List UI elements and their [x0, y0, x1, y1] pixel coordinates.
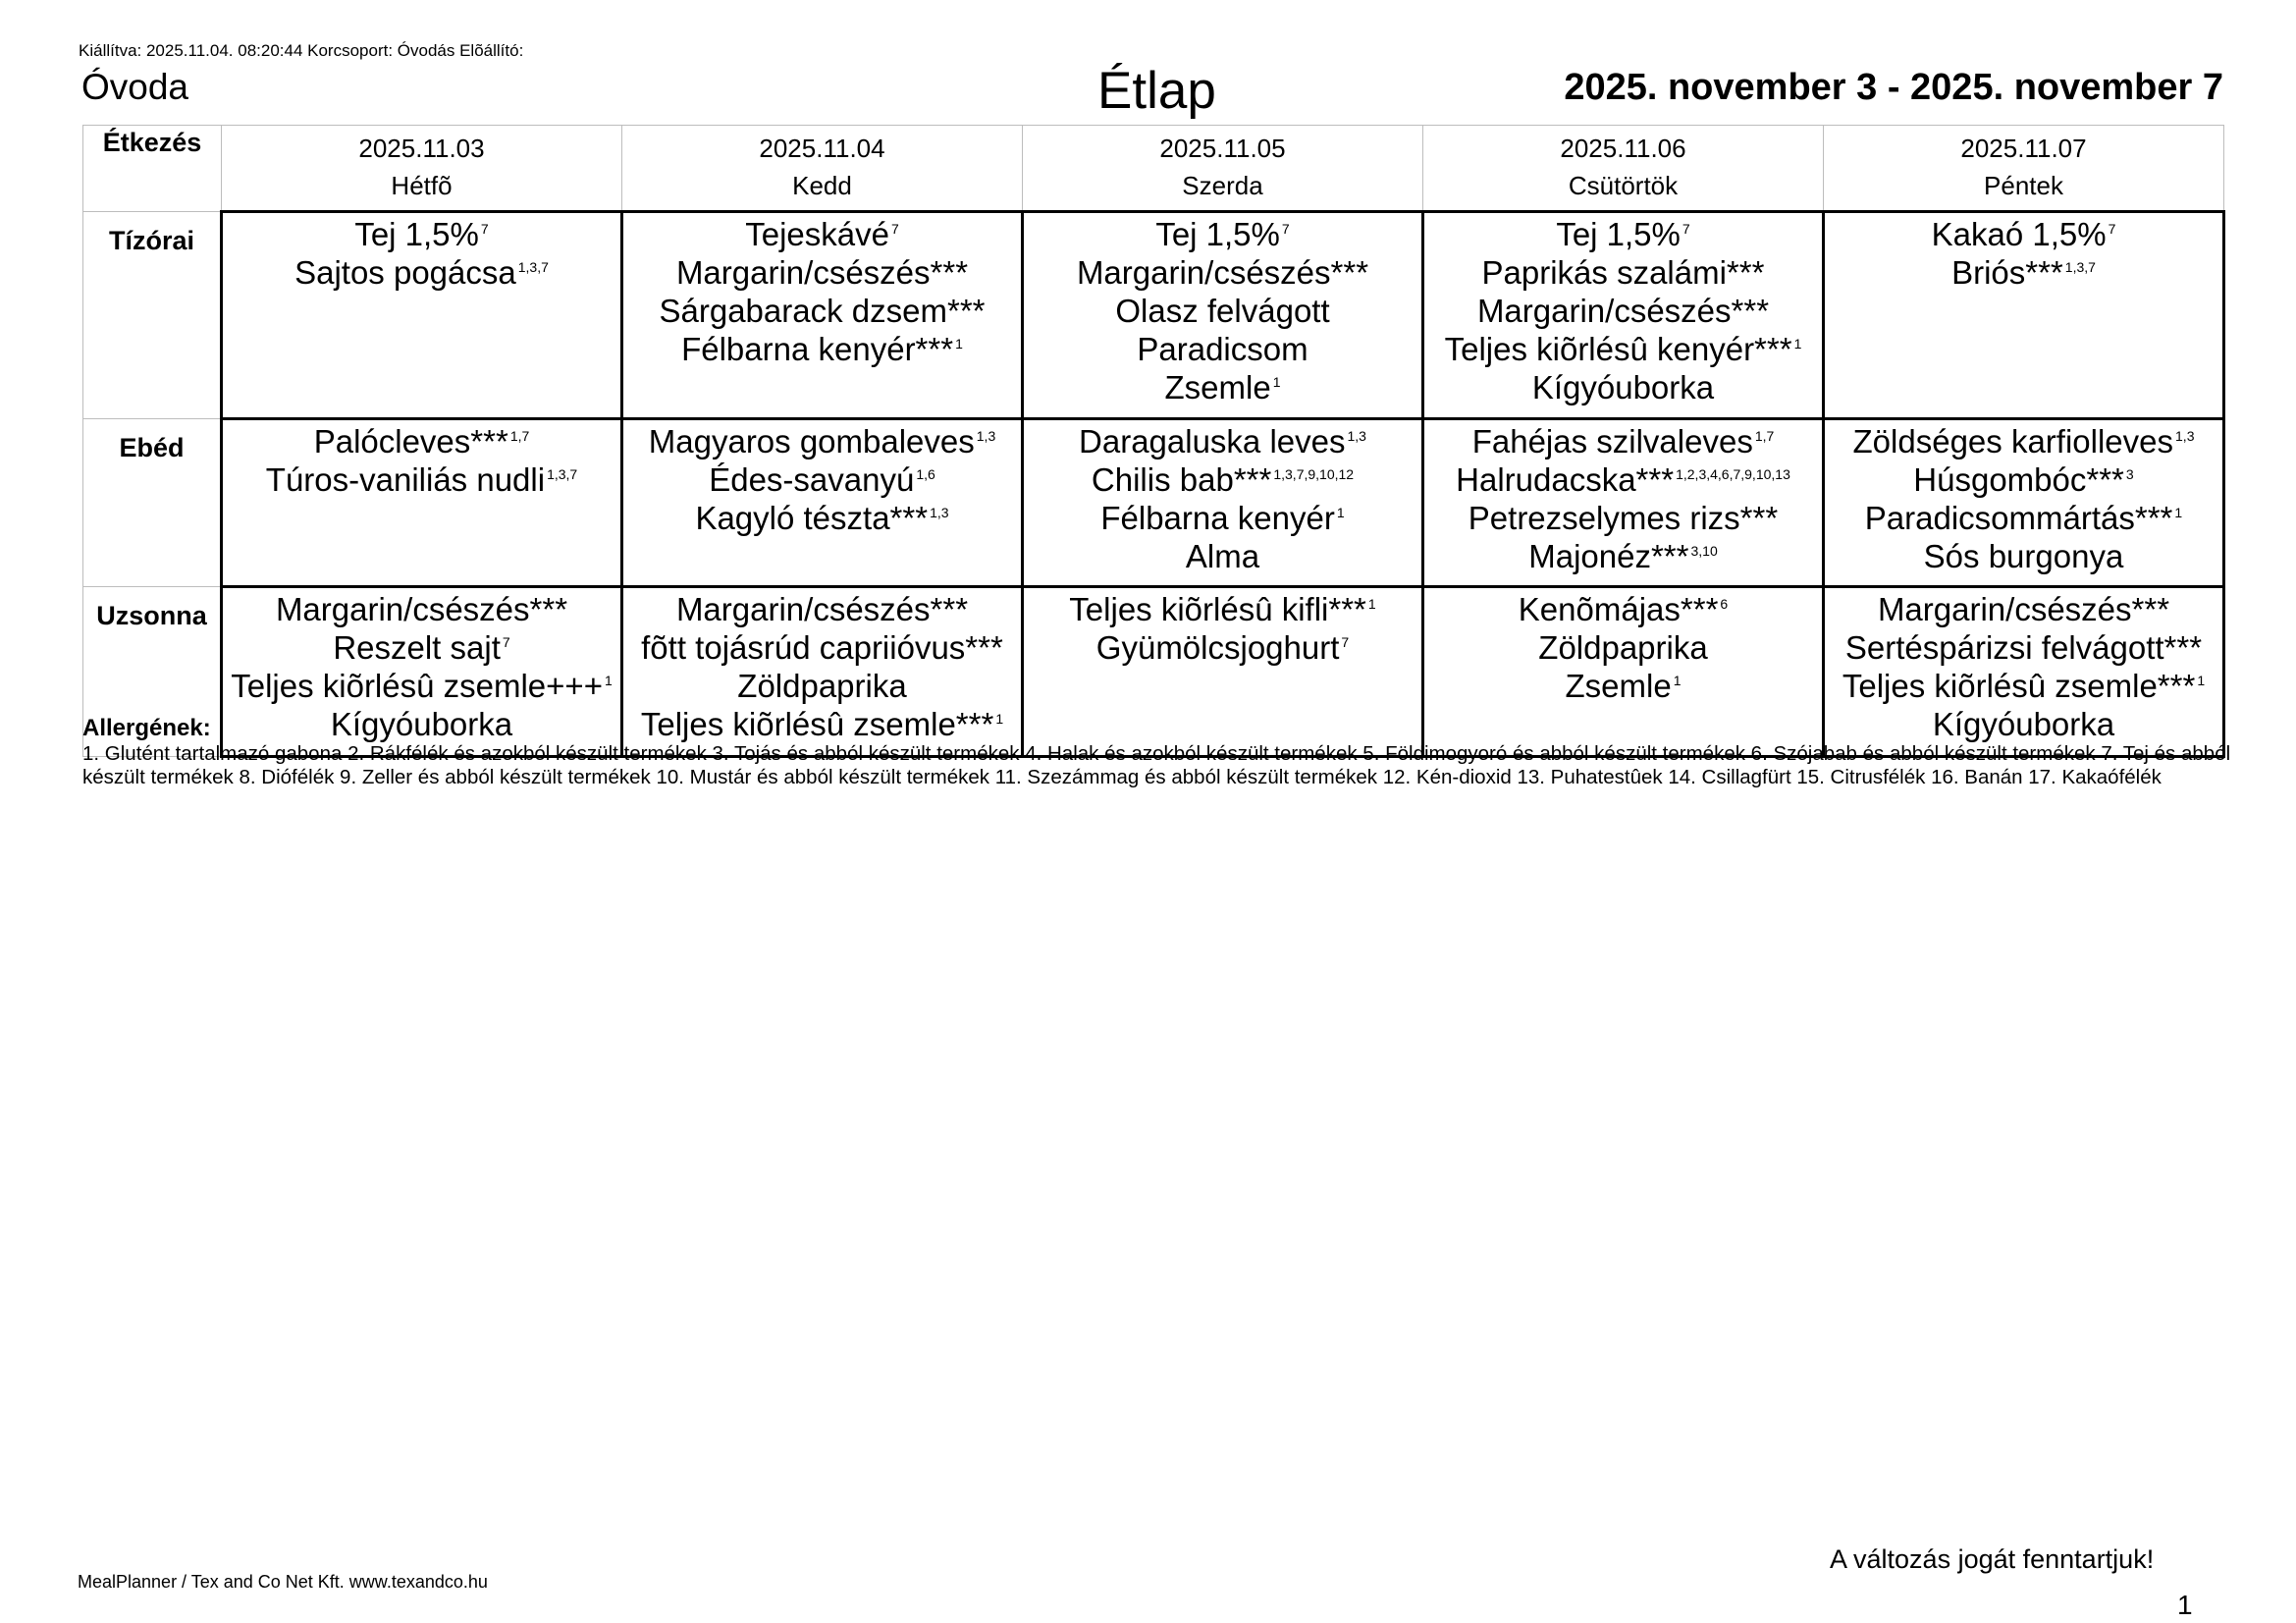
- dish-item: [1829, 460, 2218, 499]
- meal-name: Tízórai: [83, 212, 222, 419]
- dish-item: [1428, 368, 1818, 406]
- dish-name: Daragaluska leves: [1079, 423, 1346, 460]
- allergen-codes: 1,7: [1754, 428, 1775, 444]
- allergen-codes: 1: [2174, 505, 2183, 520]
- meal-row-tizorai: [83, 212, 2224, 419]
- day-date: 2025.11.03: [358, 134, 485, 163]
- dish-item: [1829, 537, 2218, 575]
- allergen-codes: 1,3: [930, 505, 949, 520]
- dish-item: [627, 667, 1017, 705]
- menu-cell: [222, 212, 622, 419]
- dish-name: Gyümölcsjoghurt: [1095, 629, 1340, 666]
- meal-name: Ebéd: [83, 419, 222, 587]
- day-name: Csütörtök: [1568, 171, 1679, 200]
- dish-name: Reszelt sajt: [333, 629, 501, 666]
- allergen-codes: 7: [480, 221, 489, 237]
- allergen-codes: 3,10: [1690, 543, 1718, 559]
- allergen-title: Allergének:: [82, 715, 211, 741]
- dish-name: Margarin/csészés***: [275, 591, 568, 627]
- menu-cell: [1824, 212, 2224, 419]
- dish-item: [1028, 330, 1417, 368]
- menu-cell: [1023, 212, 1423, 419]
- day-header: [1023, 126, 1423, 212]
- allergen-codes: 1,3,7: [517, 259, 549, 275]
- day-header: [622, 126, 1023, 212]
- allergen-legend: [82, 715, 2281, 789]
- dish-name: Kenõmájas***: [1518, 591, 1719, 627]
- dish-item: [1428, 253, 1818, 292]
- dish-item: [1428, 667, 1818, 705]
- dish-name: Olasz felvágott: [1115, 293, 1330, 329]
- dish-name: Félbarna kenyér: [1100, 500, 1335, 536]
- menu-cell: [1423, 419, 1824, 587]
- dish-item: [1428, 590, 1818, 628]
- allergen-codes: 1,6: [916, 466, 935, 482]
- allergen-codes: 6: [1720, 596, 1729, 612]
- dish-item: [1829, 628, 2218, 667]
- dish-name: Paprikás szalámi***: [1481, 254, 1765, 291]
- dish-name: Zsemle: [1164, 369, 1271, 406]
- allergen-codes: 1: [955, 336, 963, 352]
- dish-name: Sertéspárizsi felvágott***: [1844, 629, 2203, 666]
- dish-name: Kakaó 1,5%: [1931, 216, 2107, 252]
- dish-item: [627, 292, 1017, 330]
- dish-item: [627, 460, 1017, 499]
- dish-item: [227, 667, 616, 705]
- dish-item: [227, 215, 616, 253]
- dish-name: Zöldpaprika: [737, 668, 907, 704]
- page-number: 1: [2177, 1590, 2193, 1620]
- allergen-codes: 1,7: [509, 428, 530, 444]
- menu-cell: [1023, 419, 1423, 587]
- dish-item: [227, 460, 616, 499]
- issue-info: Kiállítva: 2025.11.04. 08:20:44 Korcsoport: Óvodás Elõállító:: [79, 41, 524, 60]
- dish-name: Zöldpaprika: [1538, 629, 1708, 666]
- dish-item: [1028, 422, 1417, 460]
- allergen-codes: 1: [1673, 673, 1682, 688]
- dish-name: Majonéz***: [1528, 538, 1689, 574]
- dish-name: Teljes kiõrlésû zsemle***: [1842, 668, 2196, 704]
- dish-item: [1829, 667, 2218, 705]
- allergen-codes: 1,3: [976, 428, 996, 444]
- dish-name: Teljes kiõrlésû kenyér***: [1444, 331, 1792, 367]
- day-date: 2025.11.06: [1560, 134, 1686, 163]
- dish-item: [1829, 422, 2218, 460]
- allergen-codes: 1: [1367, 596, 1376, 612]
- dish-item: [627, 330, 1017, 368]
- dish-name: Zsemle: [1565, 668, 1672, 704]
- dish-name: Félbarna kenyér***: [681, 331, 954, 367]
- allergen-codes: 1: [995, 711, 1004, 727]
- menu-cell: [222, 419, 622, 587]
- dish-item: [1028, 590, 1417, 628]
- day-name: Péntek: [1984, 171, 2063, 200]
- allergen-codes: 3: [2125, 466, 2134, 482]
- dish-item: [1028, 292, 1417, 330]
- dish-name: Teljes kiõrlésû zsemle***: [640, 706, 994, 742]
- dish-item: [1428, 330, 1818, 368]
- dish-name: Sárgabarack dzsem***: [659, 293, 986, 329]
- dish-name: Zöldséges karfiolleves: [1852, 423, 2174, 460]
- allergen-codes: 7: [1341, 634, 1350, 650]
- allergen-codes: 7: [2108, 221, 2116, 237]
- dish-name: Túros-vaniliás nudli: [265, 461, 546, 498]
- allergen-codes: 1,3,7: [547, 466, 578, 482]
- dish-item: [1428, 537, 1818, 575]
- day-name: Kedd: [792, 171, 852, 200]
- dish-name: Margarin/csészés***: [1076, 254, 1369, 291]
- dish-name: Fahéjas szilvaleves: [1471, 423, 1753, 460]
- dish-name: Kígyóuborka: [330, 706, 513, 742]
- menu-cell: [622, 419, 1023, 587]
- dish-item: [1028, 368, 1417, 406]
- dish-item: [627, 253, 1017, 292]
- dish-item: [227, 628, 616, 667]
- dish-item: [627, 215, 1017, 253]
- day-date: 2025.11.05: [1159, 134, 1286, 163]
- dish-name: Alma: [1185, 538, 1260, 574]
- day-name: Szerda: [1182, 171, 1263, 200]
- dish-item: [1028, 460, 1417, 499]
- menu-cell: [1824, 419, 2224, 587]
- dish-name: Magyaros gombaleves: [648, 423, 975, 460]
- dish-item: [1028, 628, 1417, 667]
- allergen-codes: 1: [1793, 336, 1802, 352]
- dish-name: Palócleves***: [313, 423, 508, 460]
- dish-item: [227, 253, 616, 292]
- dish-name: Petrezselymes rizs***: [1468, 500, 1779, 536]
- dish-item: [627, 628, 1017, 667]
- dish-name: Teljes kiõrlésû kifli***: [1069, 591, 1366, 627]
- day-header: [222, 126, 622, 212]
- menu-cell: [622, 212, 1023, 419]
- dish-item: [1028, 215, 1417, 253]
- dish-name: fõtt tojásrúd capriióvus***: [641, 629, 1003, 666]
- allergen-codes: 1: [1336, 505, 1345, 520]
- dish-name: Paradicsommártás***: [1864, 500, 2173, 536]
- dish-name: Édes-savanyú: [709, 461, 915, 498]
- dish-name: Kagyló tészta***: [695, 500, 929, 536]
- allergen-codes: 7: [1682, 221, 1690, 237]
- dish-item: [627, 422, 1017, 460]
- dish-item: [1829, 253, 2218, 292]
- dish-item: [1428, 292, 1818, 330]
- dish-item: [1428, 499, 1818, 537]
- dish-name: Teljes kiõrlésû zsemle+++: [231, 668, 603, 704]
- allergen-codes: 1,3,7: [2064, 259, 2096, 275]
- allergen-codes: 1,2,3,4,6,7,9,10,13: [1676, 466, 1790, 482]
- day-date: 2025.11.04: [759, 134, 885, 163]
- dish-name: Chilis bab***: [1091, 461, 1272, 498]
- allergen-codes: 1: [604, 673, 613, 688]
- allergen-codes: 7: [502, 634, 510, 650]
- page-title: Étlap: [1097, 62, 1216, 120]
- dish-item: [1028, 253, 1417, 292]
- meal-row-ebed: [83, 419, 2224, 587]
- dish-item: [1028, 537, 1417, 575]
- dish-item: [627, 590, 1017, 628]
- dish-name: Margarin/csészés***: [1476, 293, 1770, 329]
- dish-item: [1428, 628, 1818, 667]
- dish-name: Margarin/csészés***: [675, 254, 969, 291]
- dish-item: [1428, 422, 1818, 460]
- dish-item: [1829, 499, 2218, 537]
- dish-item: [227, 590, 616, 628]
- dish-name: Tej 1,5%: [354, 216, 479, 252]
- meal-column-header: Étkezés: [83, 126, 222, 212]
- dish-item: [627, 499, 1017, 537]
- meal-name: Uzsonna: [83, 587, 222, 757]
- allergen-codes: 1: [2197, 673, 2206, 688]
- allergen-codes: 1: [1272, 374, 1281, 390]
- table-header-row: [83, 126, 2224, 212]
- menu-cell: [1423, 212, 1824, 419]
- day-header: [1423, 126, 1824, 212]
- allergen-codes: 1,3: [2175, 428, 2195, 444]
- dish-item: [1428, 460, 1818, 499]
- allergen-codes: 1,3,7,9,10,12: [1273, 466, 1355, 482]
- footer-disclaimer: A változás jogát fenntartjuk!: [1830, 1544, 2155, 1574]
- allergen-codes: 1,3: [1347, 428, 1366, 444]
- dish-item: [1028, 499, 1417, 537]
- date-range: 2025. november 3 - 2025. november 7: [1564, 67, 2223, 108]
- dish-name: Kígyóuborka: [1932, 706, 2115, 742]
- dish-item: [1428, 215, 1818, 253]
- dish-name: Tej 1,5%: [1556, 216, 1681, 252]
- dish-name: Briós***: [1951, 254, 2063, 291]
- dish-name: Húsgombóc***: [1913, 461, 2124, 498]
- dish-item: [1829, 215, 2218, 253]
- dish-item: [1829, 590, 2218, 628]
- dish-name: Kígyóuborka: [1531, 369, 1715, 406]
- dish-name: Margarin/csészés***: [1877, 591, 2170, 627]
- menu-table: [82, 125, 2225, 758]
- footer-credit: MealPlanner / Tex and Co Net Kft. www.texandco.hu: [78, 1572, 488, 1592]
- day-name: Hétfõ: [391, 171, 453, 200]
- dish-item: [227, 422, 616, 460]
- day-header: [1824, 126, 2224, 212]
- dish-name: Sajtos pogácsa: [294, 254, 516, 291]
- dish-name: Halrudacska***: [1456, 461, 1675, 498]
- dish-name: Tej 1,5%: [1155, 216, 1280, 252]
- dish-name: Tejeskávé: [745, 216, 889, 252]
- allergen-list: 1. Glutént tartalmazó gabona 2. Rákfélék és azokból készült termékek 3. Tojás és abból készült termékek 4. Halak és azokból készült termékek 5. Földimogyoró és abból készült termékek 6. Szójabab és abból készült termékek 7. Tej és abból készült termékek 8. Diófélék 9. Zeller és abból készült termékek 10. Mustár és abból készült termékek 11. Szezámmag és abból készült termékek 12. Kén-dioxid 13. Puhatestûek 14. Csillagfürt 15. Citrusfélék 16. Banán 17. Kakaófélék: [82, 742, 2231, 788]
- day-date: 2025.11.07: [1960, 134, 2087, 163]
- dish-name: Margarin/csészés***: [675, 591, 969, 627]
- dish-name: Sós burgonya: [1923, 538, 2124, 574]
- institution-name: Óvoda: [81, 67, 189, 107]
- dish-name: Paradicsom: [1137, 331, 1308, 367]
- allergen-codes: 7: [890, 221, 899, 237]
- allergen-codes: 7: [1281, 221, 1290, 237]
